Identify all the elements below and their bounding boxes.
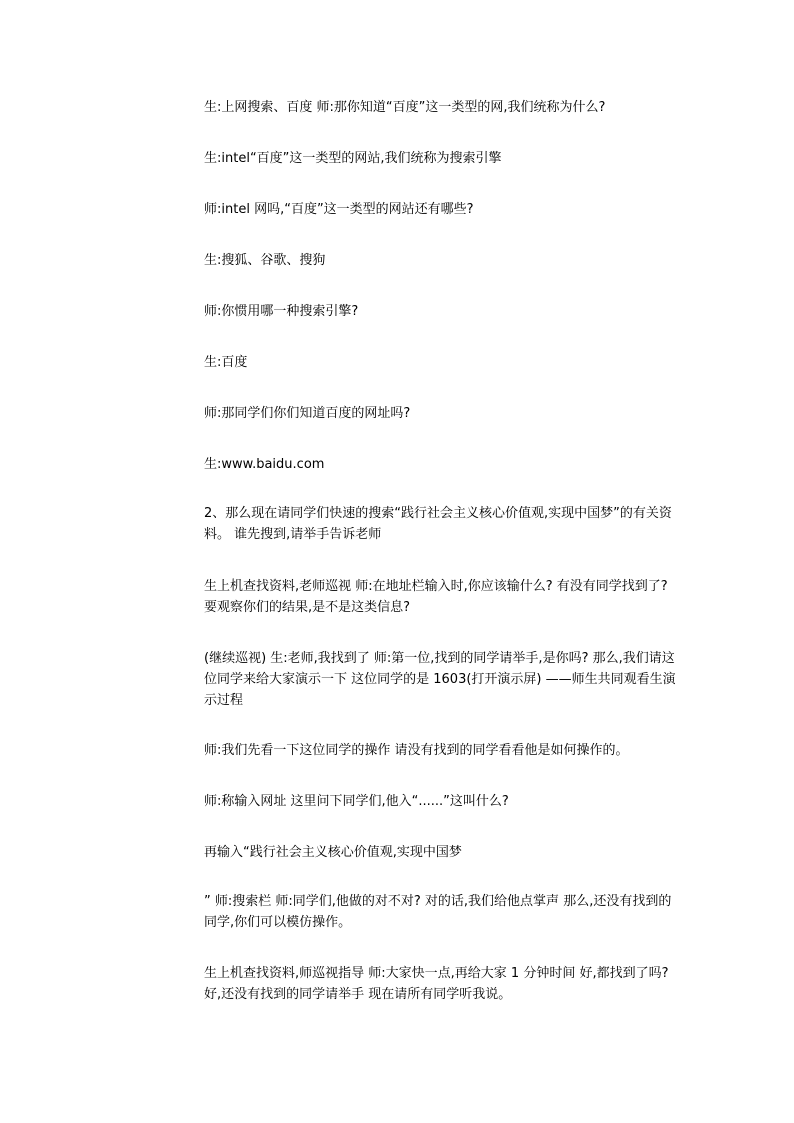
- dialogue-paragraph-3: 师:intel 网吗,“百度”这一类型的网站还有哪些?: [204, 202, 474, 217]
- dialogue-paragraph-13: 师:称输入网址 这里问下同学们,他入“......”这叫什么?: [204, 794, 509, 809]
- dialogue-paragraph-4: 生:搜狐、谷歌、搜狗: [204, 253, 326, 268]
- dialogue-paragraph-10: 生上机查找资料,老师巡视 师:在地址栏输入时,你应该输什么? 有没有同学找到了? 要观察你们的结果,是不是这类信息?: [204, 579, 668, 615]
- dialogue-paragraph-1: 生:上网搜索、百度 师:那你知道“百度”这一类型的网,我们统称为什么?: [204, 100, 606, 115]
- dialogue-paragraph-5: 师:你惯用哪一种搜索引擎?: [204, 304, 359, 319]
- dialogue-paragraph-2: 生:intel“百度”这一类型的网站,我们统称为搜索引擎: [204, 151, 502, 166]
- dialogue-paragraph-11: (继续巡视) 生:老师,我找到了 师:第一位,找到的同学请举手,是你吗? 那么,我们请这位同学来给大家演示一下 这位同学的是 1603(打开演示屏) ——师生共同观看生演示过程: [204, 651, 676, 708]
- dialogue-paragraph-7: 师:那同学们你们知道百度的网址吗?: [204, 406, 411, 421]
- dialogue-paragraph-15: ” 师:搜索栏 师:同学们,他做的对不对? 对的话,我们给他点掌声 那么,还没有找到的同学,你们可以模仿操作。: [204, 894, 672, 930]
- dialogue-paragraph-16: 生上机查找资料,师巡视指导 师:大家快一点,再给大家 1 分钟时间 好,都找到了吗? 好,还没有找到的同学请举手 现在请所有同学听我说。: [204, 966, 669, 1002]
- dialogue-paragraph-12: 师:我们先看一下这位同学的操作 请没有找到的同学看看他是如何操作的。: [204, 743, 629, 758]
- dialogue-paragraph-9: 2、那么现在请同学们快速的搜索“践行社会主义核心价值观,实现中国梦”的有关资料。 谁先搜到,请举手告诉老师: [204, 506, 672, 542]
- dialogue-paragraph-14: 再输入“践行社会主义核心价值观,实现中国梦: [204, 845, 462, 860]
- dialogue-paragraph-8: 生:www.baidu.com: [204, 457, 325, 472]
- dialogue-paragraph-6: 生:百度: [204, 355, 248, 370]
